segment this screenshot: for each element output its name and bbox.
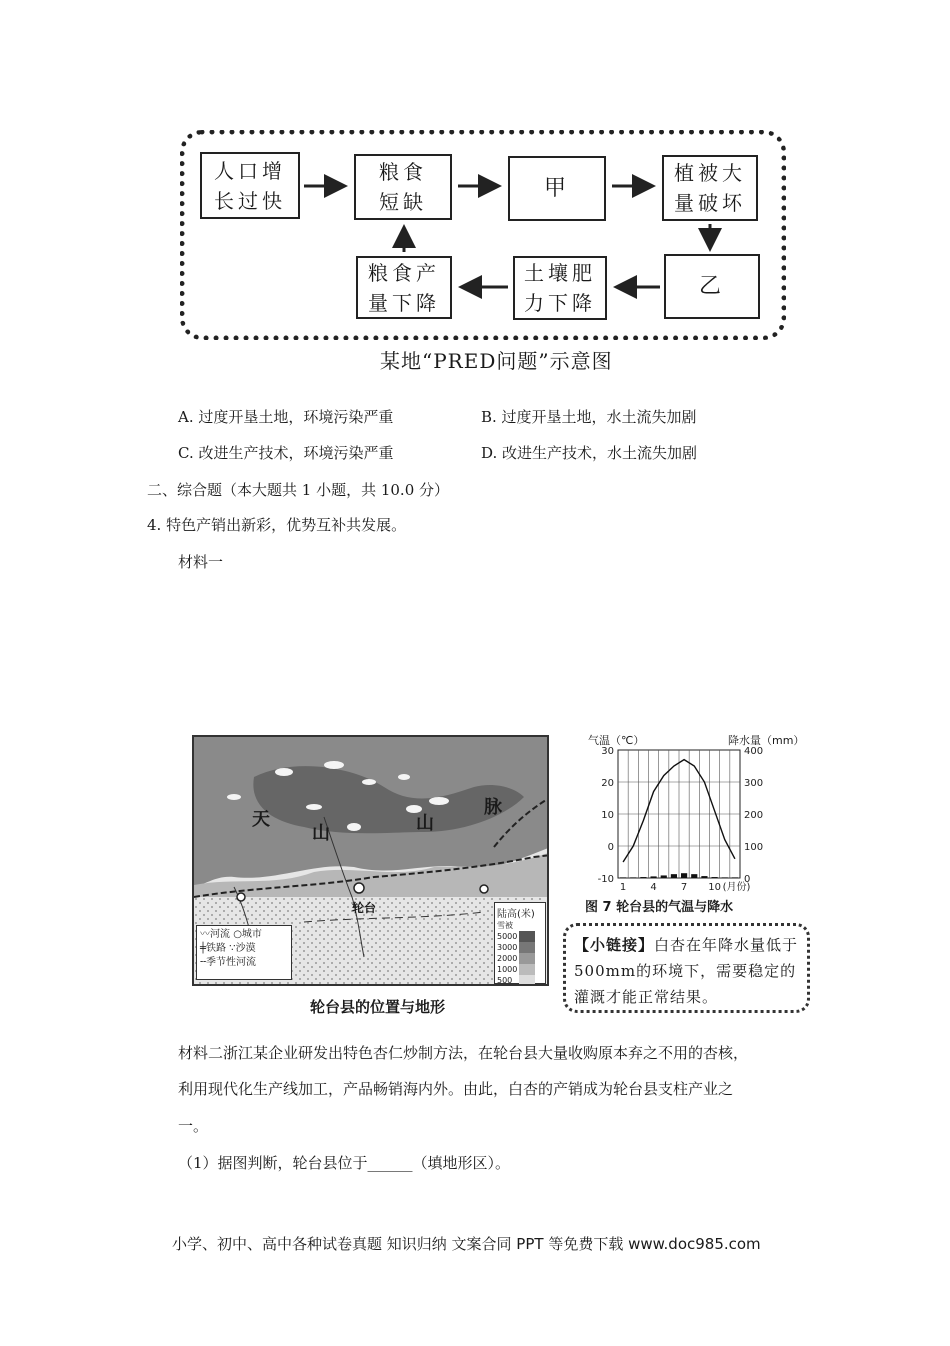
precipitation-bar [671, 874, 677, 878]
elevation-tick: 3000 [497, 943, 518, 952]
flowchart-caption: 某地“PRED问题”示意图 [380, 349, 613, 373]
chart-y-left-tick: 20 [601, 778, 614, 789]
chart-y-right-tick: 400 [744, 746, 764, 757]
chart-x-tick: 7 [680, 882, 688, 893]
question-4-1: （1）据图判断，轮台县位于______（填地形区）。 [178, 1154, 511, 1172]
precipitation-bar [691, 874, 697, 878]
flowchart-arrows [0, 0, 950, 380]
chart-y-left-tick: -10 [597, 874, 614, 885]
elevation-snow: 雪被 [497, 921, 513, 930]
elevation-tick: 500 [497, 976, 513, 985]
precipitation-bar [640, 877, 646, 878]
precipitation-bar [620, 877, 626, 878]
chart-y-left-tick: 30 [601, 746, 614, 757]
precipitation-bar [661, 875, 667, 878]
material-two-line-3: 一。 [178, 1117, 209, 1135]
chart-x-tick: 10 [708, 882, 721, 893]
option-d: D. 改进生产技术，水土流失加剧 [481, 444, 698, 462]
chart-y-right-tick: 200 [744, 810, 764, 821]
precipitation-bar [712, 877, 718, 878]
chart-ylabel-left: 气温（℃） [588, 734, 645, 747]
precipitation-bar [701, 876, 707, 878]
map-figure [192, 735, 549, 986]
precipitation-bar [732, 877, 738, 878]
legend-seasonal: 季节性河流 [206, 957, 257, 968]
map-label-mai: 脉 [484, 797, 502, 818]
precipitation-bar [722, 877, 728, 878]
legend-desert: 沙漠 [235, 943, 256, 954]
elevation-tick: 5000 [497, 932, 518, 941]
flow-box-yield-decline: 粮食产 量下降 [356, 256, 452, 319]
flow-box-yi: 乙 [664, 254, 760, 319]
chart-x-label: (月份) [722, 882, 751, 893]
option-a: A. 过度开垦土地，环境污染严重 [178, 408, 394, 426]
elevation-tick: 1000 [497, 965, 518, 974]
material-one-label: 材料一 [178, 553, 224, 571]
legend-city: 城市 [241, 929, 262, 940]
flow-box-vegetation: 植被大 量破坏 [662, 155, 758, 221]
flow-box-food-shortage: 粮食 短缺 [354, 154, 452, 220]
map-caption: 轮台县的位置与地形 [310, 998, 446, 1016]
footer-text: 小学、初中、高中各种试卷真题 知识归纳 文案合同 PPT 等免费下载 www.doc985.com [172, 1235, 761, 1253]
flow-box-population: 人口增 长过快 [200, 152, 300, 219]
map-legend [196, 925, 292, 980]
chart-x-tick: 4 [650, 882, 657, 893]
link-box [563, 923, 810, 1013]
map-label-luntai: 轮台 [352, 901, 377, 915]
question-4: 4. 特色产销出新彩，优势互补共发展。 [147, 516, 407, 534]
legend-river: 河流 [210, 929, 230, 940]
climate-chart-svg [580, 730, 810, 920]
elevation-title: 陆高(米) [497, 909, 535, 920]
precipitation-bar [630, 877, 636, 878]
section-heading: 二、综合题（本大题共 1 小题，共 10.0 分） [147, 481, 450, 499]
legend-row-1: 〰河流 ○城市 [200, 929, 262, 940]
chart-y-right-tick: 300 [744, 778, 764, 789]
option-b: B. 过度开垦土地，水土流失加剧 [481, 408, 697, 426]
link-box-text: 白杏在年降水量低于500mm的环境下，需要稳定的灌溉才能正常结果。 [574, 936, 799, 1006]
legend-row-3: ╌季节性河流 [200, 957, 257, 968]
option-c: C. 改进生产技术，环境污染严重 [178, 444, 394, 462]
chart-title: 图 7 轮台县的气温与降水 [585, 900, 734, 915]
chart-y-right-tick: 100 [744, 842, 764, 853]
elevation-legend [494, 902, 546, 984]
material-two-line-1: 材料二浙江某企业研发出特色杏仁炒制方法，在轮台县大量收购原本弃之不用的杏核， [178, 1044, 749, 1062]
map-label-tian: 天 [252, 809, 270, 830]
chart-ylabel-right: 降水量（mm） [728, 734, 805, 747]
legend-row-2: ╪铁路 ∵沙漠 [200, 943, 256, 954]
chart-x-tick: 1 [619, 882, 627, 893]
chart-y-left-tick: 0 [607, 842, 614, 853]
elevation-tick: 2000 [497, 954, 518, 963]
map-label-shan-2: 山 [416, 813, 434, 834]
climate-chart [580, 730, 810, 920]
precipitation-bar [651, 876, 657, 878]
flow-box-jia: 甲 [508, 156, 606, 221]
material-two-line-2: 利用现代化生产线加工，产品畅销海内外。由此，白杏的产销成为轮台县支柱产业之 [178, 1080, 734, 1098]
legend-rail: 铁路 [206, 943, 227, 954]
link-box-lead: 【小链接】 [574, 936, 655, 954]
chart-y-left-tick: 10 [601, 810, 614, 821]
precipitation-bar [681, 873, 687, 878]
map-label-shan-1: 山 [312, 823, 330, 844]
chart-y-right-tick: 0 [744, 874, 751, 885]
flow-box-soil-fertility: 土壤肥 力下降 [513, 256, 607, 320]
